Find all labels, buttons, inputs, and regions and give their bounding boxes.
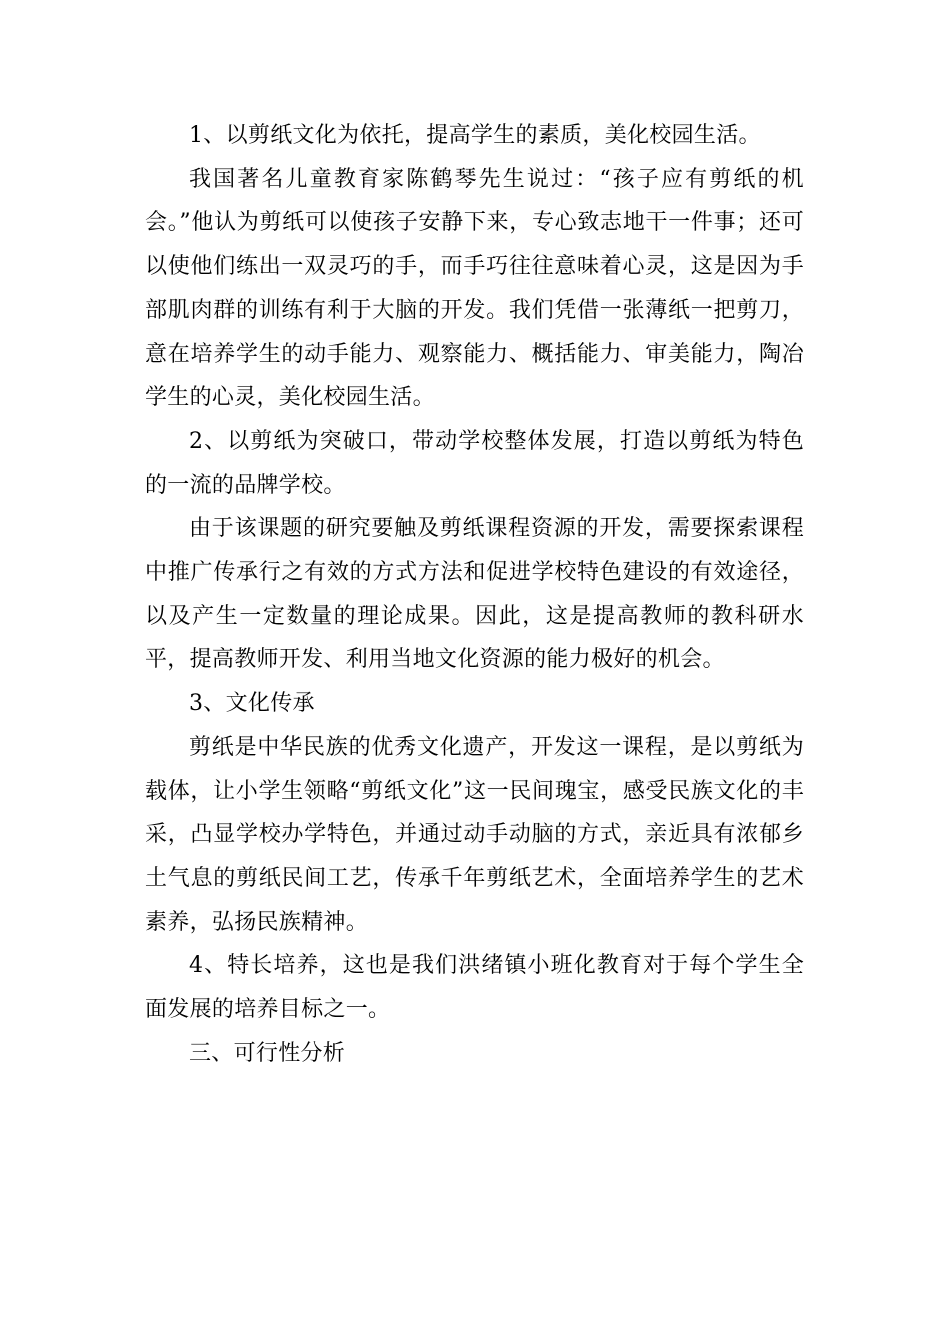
section-heading-feasibility: 三、可行性分析	[189, 1040, 346, 1066]
paragraph-item-1-heading: 1、以剪纸文化为依托，提高学生的素质，美化校园生活。	[189, 123, 761, 148]
paragraph-research-value: 由于该课题的研究要触及剪纸课程资源的开发，需要探索课程中推广传承行之有效的方式方法和促进学校特色建设的有效途径，以及产生一定数量的理论成果。因此，这是提高教师的教科研水平，提高教师开发、利用当地文化资源的能力极好的机会。	[145, 516, 804, 673]
paragraph-chen-heqin-quote: 我国著名儿童教育家陈鹤琴先生说过：“孩子应有剪纸的机会。”他认为剪纸可以使孩子安静下来，专心致志地干一件事；还可以使他们练出一双灵巧的手，而手巧往往意味着心灵，这是因为手部肌肉群的训练有利于大脑的开发。我们凭借一张薄纸一把剪刀，意在培养学生的动手能力、观察能力、概括能力、审美能力，陶冶学生的心灵，美化校园生活。	[145, 166, 804, 411]
paragraph-item-4-heading: 4、特长培养，这也是我们洪绪镇小班化教育对于每个学生全面发展的培养目标之一。	[145, 953, 804, 1023]
paragraph-item-2-heading: 2、以剪纸为突破口，带动学校整体发展，打造以剪纸为特色的一流的品牌学校。	[145, 428, 804, 498]
paragraph-item-3-heading: 3、文化传承	[189, 691, 315, 717]
paragraph-cultural-heritage: 剪纸是中华民族的优秀文化遗产，开发这一课程，是以剪纸为载体，让小学生领略“剪纸文化”这一民间瑰宝，感受民族文化的丰采，凸显学校办学特色，并通过动手动脑的方式，亲近具有浓郁乡土气息的剪纸民间工艺，传承千年剪纸艺术，全面培养学生的艺术素养，弘扬民族精神。	[145, 734, 804, 935]
